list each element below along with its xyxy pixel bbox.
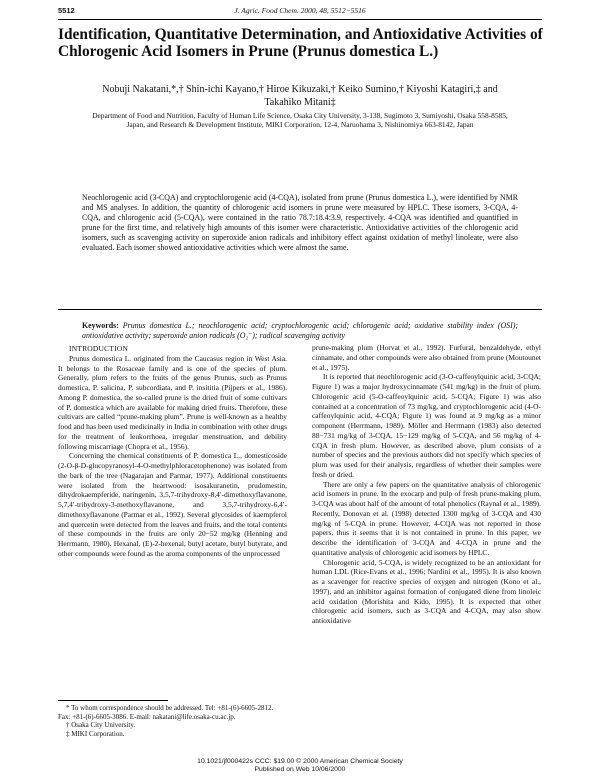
publication-info bbox=[0, 758, 600, 774]
affiliation: Department of Food and Nutrition, Faculty of Human Life Science, Osaka City University, 3-138, Sugimoto 3, Sumiyoshi, Osaka 558-8585, Japan, and Research & Development Institute, MIKI Corporation, 12-4, Naruohama 3, Nishinomiya 663-8142, Japan bbox=[92, 111, 508, 130]
keywords bbox=[82, 321, 518, 341]
author-line-2: Takahiko Mitani‡ bbox=[264, 96, 336, 108]
doi-copyright: 10.1021/jf000422s CCC: $19.00 © 2000 American Chemical Society bbox=[197, 758, 403, 765]
paragraph: prune-making plum (Horvat et al., 1992). Furfural, benzaldehyde, ethyl cinnamate, and other compounds were also obtained from prune (Moutounet et al., 1975). bbox=[312, 343, 541, 372]
intro-heading: INTRODUCTION bbox=[69, 344, 129, 353]
page-number: 5512 bbox=[58, 6, 75, 15]
footnote-rule bbox=[58, 700, 168, 701]
article-title: Identification, Quantitative Determination, and Antioxidative Activities of Chlorogenic Acid Isomers in Prune (Prunus domestica L.) bbox=[58, 26, 543, 61]
footnotes bbox=[58, 704, 287, 738]
author-list bbox=[58, 84, 542, 109]
abstract: Neochlorogenic acid (3-CQA) and cryptochlorogenic acid (4-CQA), isolated from prune (Prunus domestica L.), were identified by NMR and MS analyses. In addition, the quantity of chlorogenic acid isomers in prune were measured by HPLC. These isomers, 3-CQA, 4-CQA, and chlorogenic acid (5-CQA), were contained in the ratio 78.7:18.4:3.9, respectively. 4-CQA was identified and quantified in prune for the first time, and relatively high amounts of this isomer were characteristic. Antioxidative activities of the chlorogenic acid isomers, such as scavenging activity on superoxide anion radicals and inhibitory effect against oxidation of methyl linoleate, were also evaluated. Each isomer showed antioxidative activities which were almost the same. bbox=[82, 193, 518, 252]
keywords-text: Prunus domestica L.; neochlorogenic acid; cryptochlorogenic acid; chlorogenic acid; oxidative stability index (OSI); antioxidative activity; superoxide anion radicals (O₂⁻); radical scavenging activity bbox=[82, 321, 518, 340]
keywords-label: Keywords: bbox=[82, 321, 119, 330]
paragraph: Prunus domestica L. originated from the Caucasus region in West Asia. It belongs to the Rosaceae family and is one of the species of plum. Generally, plum refers to the fruits of the genus Prunus, such as Prunus domestica, P. salicina, P. subcordiata, and P. insititia (Pijpers et al., 1986). Among P. domestica, the so-called prune is the dried fruit of some cultivars of P. domestica which are available for making dried fruits. Therefore, these cultivars are called “prune-making plum”. Prune is well-known as a healthy food and has been used medicinally in India in combination with other drugs for the treatment of leukorrhoea, irregular menstruation, and debility following miscarriage (Chopra et al., 1956). bbox=[58, 353, 287, 451]
publication-date: Published on Web 10/06/2000 bbox=[254, 766, 346, 774]
paragraph: There are only a few papers on the quantitative analysis of chlorogenic acid isomers in prune. In the exocarp and pulp of fresh prune-making plum, 3-CQA was about half of the amount of total phenolics (Raynal et al., 1989). Recently, Donovan et al. (1998) detected 1300 mg/kg of 3-CQA and 430 mg/kg of 5-CQA in prune. However, 4-CQA was not reported in those papers, thus it seems that it is not contained in prune. In this paper, we describe the identification of 3-CQA and 4-CQA in prune and the quantitative analysis of chlorogenic acid isomers by HPLC. bbox=[312, 479, 541, 557]
footnote-correspondence: * To whom correspondence should be addressed. Tel: +81-(6)-6605-2812. Fax: +81-(6)-6605-3086. E-mail: nakatani@life.osaka-cu.ac.jp. bbox=[58, 704, 274, 721]
paragraph: Concerning the chemical constituents of P. domestica L., domesticoside (2-O-β-D-glucopyranosyl-4-O-methylphloracetophenone) was isolated from the bark of the tree (Nagarajan and Parmar, 1977). Additional constituents were isolated from the heartwood: isosakuranetin, prudomestin, dihydrokaempferide, naringenin, 3,5,7-trihydroxy-8,4′-dimethoxyflavanone, 5,7,4′-tribydroxy-3-methoxyflavanone, and 3,5,7-trihydroxy-6,4′-dimethoxyflavanone (Parmar et al., 1992). Several glycosides of kaempferol and quercetin were detected from the leaves and fruits, and the total contents of these compounds in the fruits are only 20−52 mg/kg (Henning and Herrmann, 1980). Hexanal, (E)-2-hexenal, butyl acetate, butyl butyrate, and other compounds were found as the aroma components of the unprocessed bbox=[58, 451, 287, 558]
left-column bbox=[58, 344, 287, 559]
right-column bbox=[312, 343, 541, 626]
footnote-osaka: † Osaka City University. bbox=[66, 721, 136, 730]
author-line-1: Nobuji Nakatani,*,† Shin-ichi Kayano,† Hiroe Kikuzaki,† Keiko Sumino,† Kiyoshi Katagiri,‡ and bbox=[102, 84, 498, 95]
journal-citation: J. Agric. Food Chem. 2000, 48, 5512−5516 bbox=[234, 6, 366, 15]
paragraph: It is reported that neochlorogenic acid (3-O-caffeoylquinic acid, 3-CQA; Figure 1) was a major hydroxycinnamate (541 mg/kg) in the fruit of plum. Chlorogenic acid (5-O-caffeoylquinic acid, 5-CQA; Figure 1) was also contained at a concentration of 73 mg/kg, and cryptochlorogenic acid (4-O-caffeoylquinic acid, 4-CQA; Figure 1) was found at 9 mg/kg as a minor component (Herrmann, 1989). Möller and Herrmann (1983) also detected 88−731 mg/kg of 3-CQA, 15−129 mg/kg of 5-CQA, and 56 mg/kg of 4-CQA in fresh plum. However, as described above, plum consists of a number of species and the previous authors did not specify which species of plum was used for their analysis, regardless of whether their samples were fresh or dried. bbox=[312, 372, 541, 479]
abstract-rule bbox=[58, 309, 542, 310]
header-rule bbox=[58, 19, 542, 20]
paragraph: Chlorogenic acid, 5-CQA, is widely recognized to be an antioxidant for human LDL (Rice-Evans et al., 1996; Nardini et al., 1995). It is also known as a scavenger for reactive species of oxygen and nitrogen (Kono et al., 1997), and an inhibitor against formation of conjugated diene from linoleic acid oxidation (Morishita and Kido, 1995). It is expected that other chlorogenic acid isomers, such as 3-CQA and 4-CQA, may also show antioxidative bbox=[312, 557, 541, 625]
footnote-miki: ‡ MIKI Corporation. bbox=[66, 729, 125, 738]
